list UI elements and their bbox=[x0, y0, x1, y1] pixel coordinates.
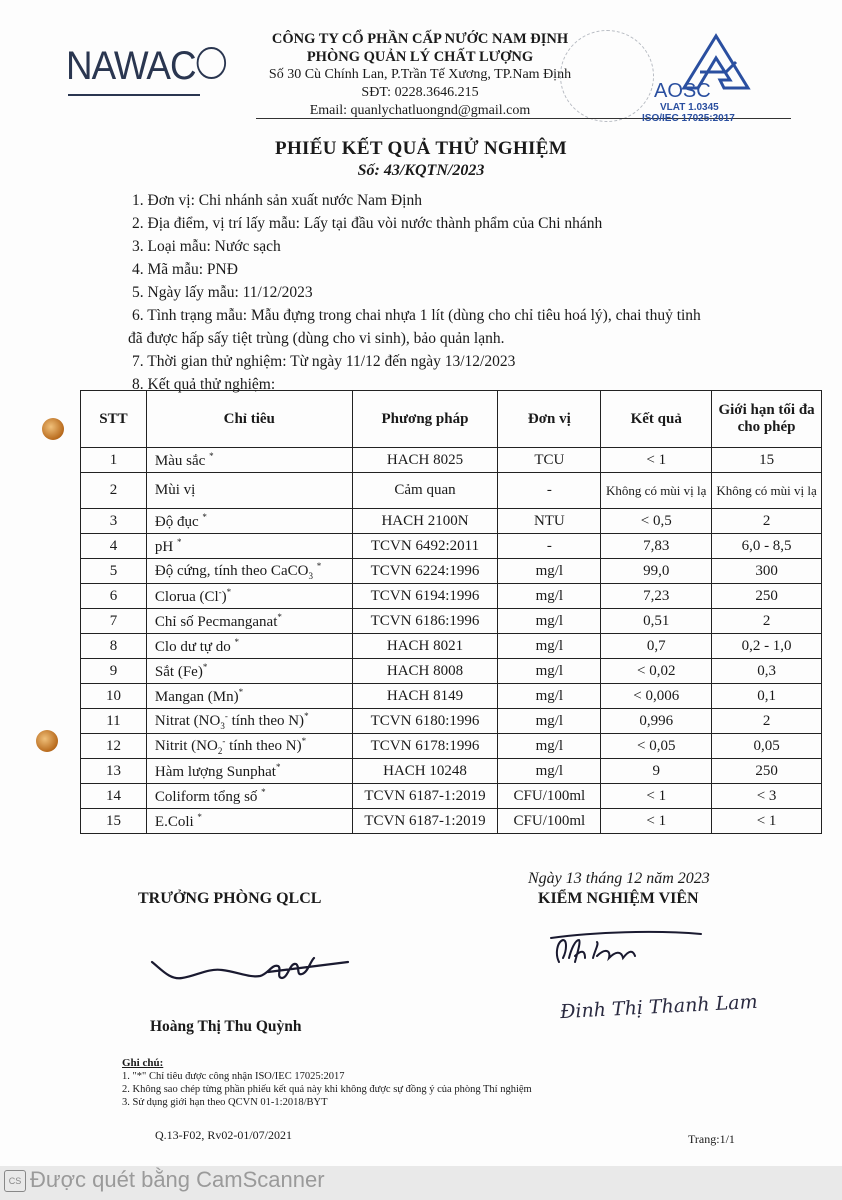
company-header bbox=[230, 30, 610, 120]
cell-method: TCVN 6180:1996 bbox=[352, 709, 498, 734]
cell-unit: CFU/100ml bbox=[498, 809, 601, 834]
cell-limit: 0,2 - 1,0 bbox=[712, 634, 822, 659]
cell-limit: < 3 bbox=[712, 784, 822, 809]
company-phone: SĐT: 0228.3646.215 bbox=[361, 85, 479, 100]
aosc-name: AOSC bbox=[654, 80, 711, 102]
note-1: 1. "*" Chỉ tiêu được công nhận ISO/IEC 17025:2017 bbox=[122, 1071, 345, 1082]
table-row bbox=[81, 609, 822, 634]
cell-parameter: Sắt (Fe)* bbox=[146, 659, 352, 684]
table-row bbox=[81, 634, 822, 659]
cell-method: TCVN 6187-1:2019 bbox=[352, 809, 498, 834]
form-code: Q.13-F02, Rv02-01/07/2021 bbox=[155, 1128, 293, 1142]
cell-result: 0,996 bbox=[601, 709, 712, 734]
table-row bbox=[81, 534, 822, 559]
cell-stt: 10 bbox=[81, 684, 147, 709]
info-test-period: 7. Thời gian thử nghiệm: Từ ngày 11/12 đến ngày 13/12/2023 bbox=[132, 353, 516, 370]
cell-method: TCVN 6186:1996 bbox=[352, 609, 498, 634]
cell-limit: 0,05 bbox=[712, 734, 822, 759]
info-sample-condition: 6. Tình trạng mẫu: Mẫu đựng trong chai nhựa 1 lít (dùng cho chỉ tiêu hoá lý), chai thuỷ tinh bbox=[132, 307, 701, 324]
cell-parameter: Màu sắc * bbox=[146, 448, 352, 473]
table-row bbox=[81, 448, 822, 473]
note-3: 3. Sử dụng giới hạn theo QCVN 01-1:2018/BYT bbox=[122, 1097, 328, 1108]
cell-parameter: Độ đục * bbox=[146, 509, 352, 534]
cell-unit: NTU bbox=[498, 509, 601, 534]
document-title: PHIẾU KẾT QUẢ THỬ NGHIỆM bbox=[275, 138, 567, 159]
header-unit: Đơn vị bbox=[498, 391, 601, 448]
info-sample-type: 3. Loại mẫu: Nước sạch bbox=[132, 238, 281, 255]
cell-parameter: Clo dư tự do * bbox=[146, 634, 352, 659]
cell-parameter: Mùi vị bbox=[146, 473, 352, 509]
table-row bbox=[81, 684, 822, 709]
nawaco-logo: NAWAC bbox=[66, 44, 226, 89]
header-method: Phương pháp bbox=[352, 391, 498, 448]
cell-parameter: Mangan (Mn)* bbox=[146, 684, 352, 709]
company-email: Email: quanlychatluongnd@gmail.com bbox=[309, 103, 531, 118]
cell-method: TCVN 6224:1996 bbox=[352, 559, 498, 584]
cell-result: < 0,05 bbox=[601, 734, 712, 759]
cell-result: 99,0 bbox=[601, 559, 712, 584]
cell-limit: 250 bbox=[712, 759, 822, 784]
table-row bbox=[81, 759, 822, 784]
cell-stt: 6 bbox=[81, 584, 147, 609]
department-name: PHÒNG QUẢN LÝ CHẤT LƯỢNG bbox=[306, 49, 534, 65]
cell-unit: mg/l bbox=[498, 709, 601, 734]
cell-stt: 8 bbox=[81, 634, 147, 659]
cell-stt: 1 bbox=[81, 448, 147, 473]
cell-method: TCVN 6187-1:2019 bbox=[352, 784, 498, 809]
cell-result: 7,83 bbox=[601, 534, 712, 559]
header-parameter: Chỉ tiêu bbox=[146, 391, 352, 448]
cell-unit: mg/l bbox=[498, 659, 601, 684]
cell-limit: 0,3 bbox=[712, 659, 822, 684]
info-sample-code: 4. Mã mẫu: PNĐ bbox=[132, 261, 238, 278]
cell-result: < 0,006 bbox=[601, 684, 712, 709]
cell-stt: 5 bbox=[81, 559, 147, 584]
cell-method: TCVN 6194:1996 bbox=[352, 584, 498, 609]
cell-parameter: E.Coli * bbox=[146, 809, 352, 834]
table-row bbox=[81, 473, 822, 509]
header-result: Kết quả bbox=[601, 391, 712, 448]
cell-result: < 1 bbox=[601, 448, 712, 473]
cell-result: 9 bbox=[601, 759, 712, 784]
cell-limit: 6,0 - 8,5 bbox=[712, 534, 822, 559]
cell-stt: 3 bbox=[81, 509, 147, 534]
info-results-heading: 8. Kết quả thử nghiệm: bbox=[132, 376, 276, 393]
cell-limit: < 1 bbox=[712, 809, 822, 834]
cell-unit: - bbox=[498, 473, 601, 509]
cell-stt: 12 bbox=[81, 734, 147, 759]
logo-underline bbox=[68, 94, 200, 96]
camscanner-icon: CS bbox=[4, 1170, 26, 1192]
cell-parameter: Độ cứng, tính theo CaCO$_3$ * bbox=[146, 559, 352, 584]
camscanner-watermark: Được quét bằng CamScanner bbox=[30, 1167, 325, 1192]
inspector-name: Đinh Thị Thanh Lam bbox=[559, 990, 759, 1024]
cell-result: 0,51 bbox=[601, 609, 712, 634]
aosc-accreditation-logo bbox=[642, 30, 800, 125]
cell-parameter: Hàm lượng Sunphat* bbox=[146, 759, 352, 784]
cell-parameter: pH * bbox=[146, 534, 352, 559]
company-address: Số 30 Cù Chính Lan, P.Trần Tế Xương, TP.Nam Định bbox=[268, 67, 572, 82]
table-row bbox=[81, 659, 822, 684]
info-sample-condition-cont: đã được hấp sấy tiệt trùng (dùng cho vi sinh), bảo quản lạnh. bbox=[128, 330, 505, 347]
cell-limit: 2 bbox=[712, 609, 822, 634]
cell-limit: Không có mùi vị lạ bbox=[712, 473, 822, 509]
cell-unit: mg/l bbox=[498, 759, 601, 784]
info-sampling-date: 5. Ngày lấy mẫu: 11/12/2023 bbox=[132, 284, 313, 301]
cell-method: HACH 8008 bbox=[352, 659, 498, 684]
cell-stt: 7 bbox=[81, 609, 147, 634]
cell-method: HACH 2100N bbox=[352, 509, 498, 534]
inspector-signature bbox=[545, 928, 715, 974]
table-header-row bbox=[81, 391, 822, 448]
cell-parameter: Chỉ số Pecmanganat* bbox=[146, 609, 352, 634]
cell-result: 0,7 bbox=[601, 634, 712, 659]
cell-unit: mg/l bbox=[498, 684, 601, 709]
cell-parameter: Nitrit ($NO_2^-$ tính theo N)* bbox=[146, 734, 352, 759]
table-row bbox=[81, 709, 822, 734]
signature-date: Ngày 13 tháng 12 năm 2023 bbox=[528, 870, 710, 887]
inspector-title: KIỂM NGHIỆM VIÊN bbox=[538, 890, 699, 907]
cell-result: < 1 bbox=[601, 809, 712, 834]
punch-hole-bottom bbox=[36, 730, 58, 752]
cell-stt: 4 bbox=[81, 534, 147, 559]
cell-result: < 1 bbox=[601, 784, 712, 809]
cell-method: HACH 8149 bbox=[352, 684, 498, 709]
cell-stt: 13 bbox=[81, 759, 147, 784]
cell-unit: TCU bbox=[498, 448, 601, 473]
sample-info bbox=[128, 189, 782, 396]
table-row bbox=[81, 734, 822, 759]
header-stt: STT bbox=[81, 391, 147, 448]
company-name: CÔNG TY CỔ PHẦN CẤP NƯỚC NAM ĐỊNH bbox=[271, 31, 569, 47]
note-2: 2. Không sao chép từng phần phiếu kết quả này khi không được sự đồng ý của phòng Thí nghiệm bbox=[122, 1084, 532, 1095]
head-of-department-title: TRƯỞNG PHÒNG QLCL bbox=[138, 890, 322, 907]
notes bbox=[122, 1057, 532, 1109]
cell-parameter: Clorua (Cl-)* bbox=[146, 584, 352, 609]
cell-unit: mg/l bbox=[498, 609, 601, 634]
cell-unit: mg/l bbox=[498, 734, 601, 759]
notes-heading: Ghi chú: bbox=[122, 1057, 164, 1069]
cell-result: < 0,02 bbox=[601, 659, 712, 684]
table-row bbox=[81, 559, 822, 584]
cell-stt: 15 bbox=[81, 809, 147, 834]
punch-hole-top bbox=[42, 418, 64, 440]
cell-method: TCVN 6492:2011 bbox=[352, 534, 498, 559]
cell-parameter: Coliform tổng số * bbox=[146, 784, 352, 809]
results-table bbox=[80, 390, 822, 834]
header-limit: Giới hạn tối đa cho phép bbox=[712, 391, 822, 448]
cell-method: HACH 8025 bbox=[352, 448, 498, 473]
document-number: Số: 43/KQTN/2023 bbox=[357, 162, 485, 179]
cell-unit: mg/l bbox=[498, 559, 601, 584]
cell-limit: 2 bbox=[712, 709, 822, 734]
info-location: 2. Địa điểm, vị trí lấy mẫu: Lấy tại đầu vòi nước thành phẩm của Chi nhánh bbox=[132, 215, 603, 232]
head-signature bbox=[148, 948, 358, 988]
cell-result: 7,23 bbox=[601, 584, 712, 609]
head-name: Hoàng Thị Thu Quỳnh bbox=[150, 1018, 302, 1035]
cell-result: Không có mùi vị lạ bbox=[601, 473, 712, 509]
cell-unit: CFU/100ml bbox=[498, 784, 601, 809]
cell-stt: 2 bbox=[81, 473, 147, 509]
vlat-code: VLAT 1.0345 bbox=[660, 102, 719, 113]
cell-method: HACH 8021 bbox=[352, 634, 498, 659]
cell-limit: 15 bbox=[712, 448, 822, 473]
info-unit: 1. Đơn vị: Chi nhánh sản xuất nước Nam Định bbox=[132, 192, 422, 209]
table-row bbox=[81, 509, 822, 534]
cell-method: TCVN 6178:1996 bbox=[352, 734, 498, 759]
registration-seal bbox=[560, 30, 654, 122]
cell-stt: 11 bbox=[81, 709, 147, 734]
iso-standard: ISO/IEC 17025:2017 bbox=[642, 113, 735, 124]
cell-unit: mg/l bbox=[498, 634, 601, 659]
cell-limit: 250 bbox=[712, 584, 822, 609]
page-number: Trang:1/1 bbox=[688, 1132, 735, 1146]
table-row bbox=[81, 809, 822, 834]
table-row bbox=[81, 784, 822, 809]
water-drop-icon bbox=[197, 47, 226, 79]
cell-parameter: Nitrat ($NO_3^-$ tính theo N)* bbox=[146, 709, 352, 734]
cell-unit: mg/l bbox=[498, 584, 601, 609]
cell-limit: 300 bbox=[712, 559, 822, 584]
cell-result: < 0,5 bbox=[601, 509, 712, 534]
cell-stt: 9 bbox=[81, 659, 147, 684]
cell-limit: 2 bbox=[712, 509, 822, 534]
cell-stt: 14 bbox=[81, 784, 147, 809]
cell-method: Cảm quan bbox=[352, 473, 498, 509]
table-row bbox=[81, 584, 822, 609]
cell-unit: - bbox=[498, 534, 601, 559]
cell-limit: 0,1 bbox=[712, 684, 822, 709]
cell-method: HACH 10248 bbox=[352, 759, 498, 784]
